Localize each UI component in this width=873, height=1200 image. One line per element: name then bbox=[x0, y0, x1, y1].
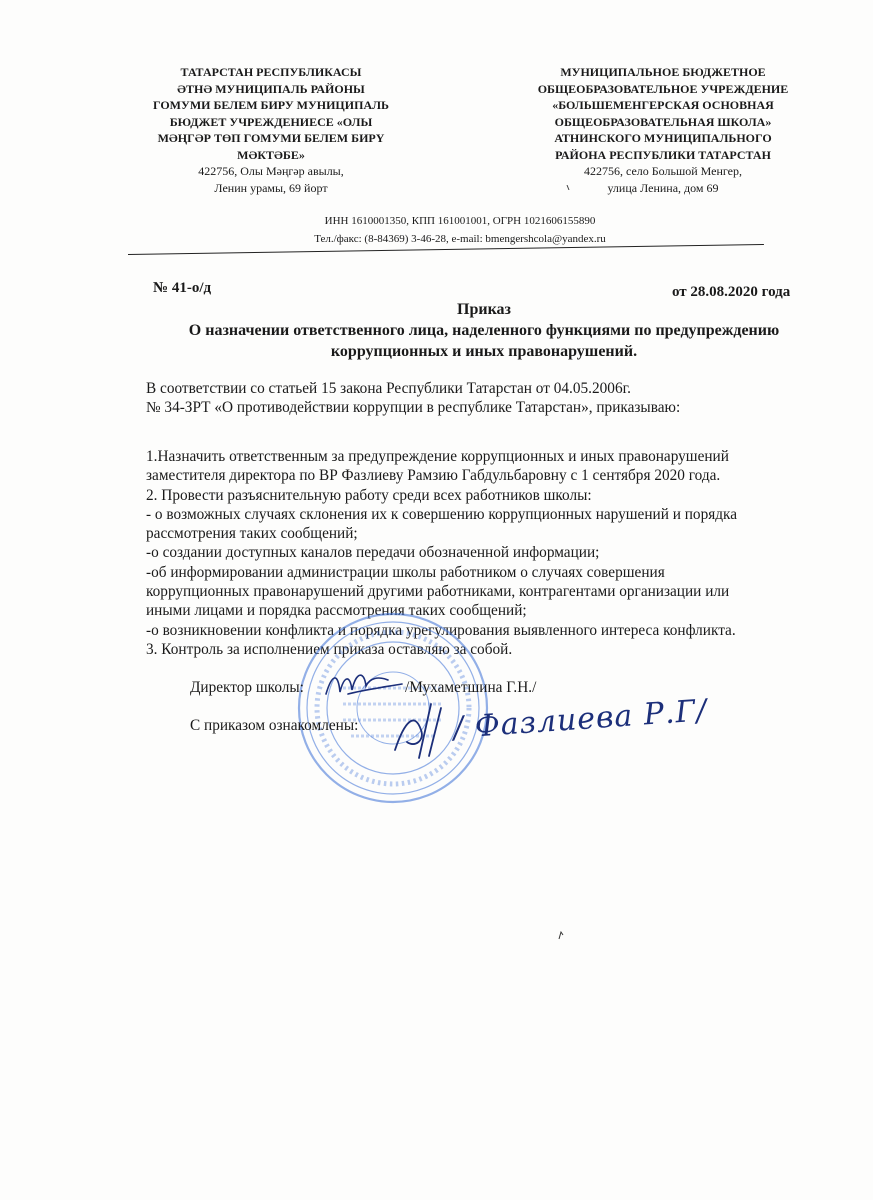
header-right-russian bbox=[478, 64, 848, 196]
requisites-inn: ИНН 1610001350, КПП 161001001, ОГРН 1021606155890 bbox=[324, 215, 596, 227]
acknowledged-handwritten-name: / Фазлиева Р.Г/ bbox=[452, 693, 709, 746]
header-left-tatar bbox=[140, 64, 402, 196]
order-subject-line-2: коррупционных и иных правонарушений. bbox=[330, 343, 638, 360]
director-signature bbox=[318, 664, 408, 704]
item-line: заместителя директора по ВР Фазлиеву Рамзию Габдульбаровну с 1 сентября 2020 года. bbox=[146, 467, 721, 485]
director-name: /Мухаметшина Г.Н./ bbox=[405, 679, 537, 696]
director-label: Директор школы: bbox=[190, 679, 304, 696]
item-line: -об информировании администрации школы работником о случаях совершения bbox=[146, 563, 665, 581]
intro-paragraph bbox=[146, 379, 816, 418]
header-right-address-2: улица Ленина, дом 69 bbox=[607, 180, 719, 195]
header-right-address-1: 422756, село Большой Менгер, bbox=[584, 164, 742, 178]
header-left-line: БЮДЖЕТ УЧРЕЖДЕНИЕСЕ «ОЛЫ bbox=[169, 114, 373, 129]
header-left-line: МӘКТӘБЕ» bbox=[237, 147, 305, 162]
item-line: рассмотрения таких сообщений; bbox=[146, 525, 358, 543]
item-line: - о возможных случаях склонения их к совершению коррупционных нарушений и порядка bbox=[146, 505, 738, 523]
order-subject-line-1: О назначении ответственного лица, наделенного функциями по предупреждению bbox=[188, 322, 780, 339]
header-left-line: ТАТАРСТАН РЕСПУБЛИКАСЫ bbox=[180, 65, 362, 79]
header-right-line: ОБЩЕОБРАЗОВАТЕЛЬНОЕ УЧРЕЖДЕНИЕ bbox=[537, 81, 789, 96]
header-right-line: ОБЩЕОБРАЗОВАТЕЛЬНАЯ ШКОЛА» bbox=[554, 114, 772, 129]
header-left-line: ГОМУМИ БЕЛЕМ БИРУ МУНИЦИПАЛЬ bbox=[153, 98, 389, 112]
item-line: 3. Контроль за исполнением приказа оставляю за собой. bbox=[146, 640, 513, 658]
header-left-line: МӘҢГӘР ТӨП ГОМУМИ БЕЛЕМ БИРҮ bbox=[157, 131, 385, 145]
acknowledged-label: С приказом ознакомлены: bbox=[190, 717, 359, 734]
item-line: 2. Провести разъяснительную работу среди всех работников школы: bbox=[146, 486, 592, 504]
header-left-address-2: Ленин урамы, 69 йорт bbox=[214, 180, 328, 195]
item-line: 1.Назначить ответственным за предупреждение коррупционных и иных правонарушений bbox=[146, 448, 729, 465]
pen-mark bbox=[558, 930, 564, 940]
item-line: коррупционных правонарушений другими работниками, контрагентами организации или bbox=[146, 583, 730, 601]
item-line: -о возникновении конфликта и порядка урегулирования выявленного интереса конфликта. bbox=[146, 621, 736, 639]
intro-line-1: В соответствии со статьей 15 закона Республики Татарстан от 04.05.2006г. bbox=[146, 380, 631, 397]
order-number: № 41-о/д bbox=[153, 280, 212, 296]
intro-line-2: № 34-ЗРТ «О противодействии коррупции в республике Татарстан», приказываю: bbox=[146, 399, 681, 417]
item-line: -о создании доступных каналов передачи обозначенной информации; bbox=[146, 544, 600, 562]
header-right-line: АТНИНСКОГО МУНИЦИПАЛЬНОГО bbox=[554, 131, 772, 145]
header-right-line: РАЙОНА РЕСПУБЛИКИ ТАТАРСТАН bbox=[555, 147, 771, 162]
acknowledged-initial-mark bbox=[385, 700, 455, 760]
header-left-line: ӘТНӘ МУНИЦИПАЛЬ РАЙОНЫ bbox=[177, 81, 365, 96]
header-left-address-1: 422756, Олы Мәңгәр авылы, bbox=[198, 164, 344, 178]
requisites-contacts: Тел./факс: (8-84369) 3-46-28, e-mail: bmengershcola@yandex.ru bbox=[314, 233, 606, 245]
order-date: от 28.08.2020 года bbox=[672, 284, 791, 300]
order-title: Приказ bbox=[457, 301, 511, 318]
item-line: иными лицами и порядка рассмотрения таких сообщений; bbox=[146, 602, 527, 620]
order-title-block bbox=[150, 299, 818, 362]
header-right-line: МУНИЦИПАЛЬНОЕ БЮДЖЕТНОЕ bbox=[560, 65, 766, 79]
ink-speck bbox=[566, 185, 570, 190]
header-right-line: «БОЛЬШЕМЕНГЕРСКАЯ ОСНОВНАЯ bbox=[552, 98, 774, 112]
